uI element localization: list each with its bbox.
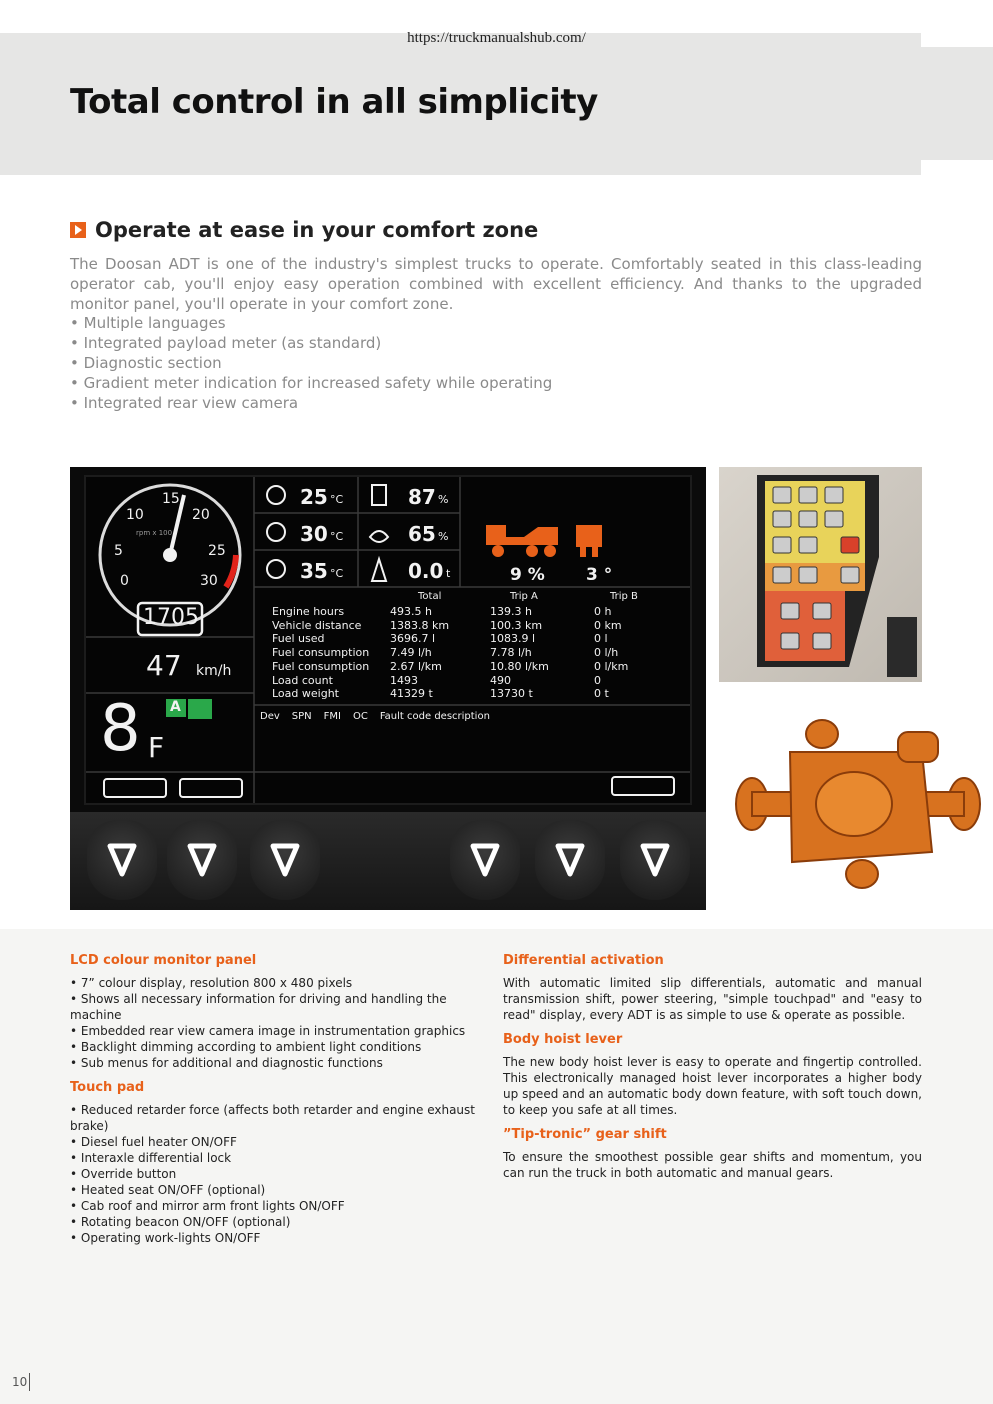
speed-unit: km/h <box>196 663 232 679</box>
temp-unit: °C <box>330 567 344 580</box>
lcd-panel-heading: LCD colour monitor panel <box>70 953 257 968</box>
gauge-tick: 15 <box>162 491 180 507</box>
lcd-button <box>535 820 605 900</box>
touchpad-image <box>719 467 922 682</box>
list-item: • Reduced retarder force (affects both retarder and engine exhaust brake) <box>70 1102 490 1134</box>
list-item: • 7” colour display, resolution 800 x 480 pixels <box>70 975 490 991</box>
differential-heading: Differential activation <box>503 953 664 968</box>
table-row: Load count 1493 490 0 <box>272 673 601 687</box>
trans-temp: 30 <box>300 522 328 546</box>
table-row: Fuel used 3696.7 l 1083.9 l 0 l <box>272 632 608 646</box>
table-row: Fuel consumption 2.67 l/km 10.80 l/km 0 l/km <box>272 659 629 673</box>
lcd-button <box>167 820 237 900</box>
page-number: 10 <box>12 1375 28 1389</box>
list-item: • Override button <box>70 1166 490 1182</box>
right-column <box>503 953 922 1181</box>
gauge-tick: 5 <box>114 543 123 559</box>
payload-unit: t <box>446 567 451 580</box>
hoist-lever-text: The new body hoist lever is easy to operate and fingertip controlled. This electronically managed hoist lever incorporates a higher body up speed and an automatic body down feature, with soft touch down, to keep you safe at all times. <box>503 1055 922 1117</box>
fault-header: Dev SPN FMI OC Fault code description <box>260 711 490 722</box>
gauge-tick: 20 <box>192 507 210 523</box>
page-title: Total control in all simplicity <box>70 82 598 122</box>
section-title: Operate at ease in your comfort zone <box>95 218 539 242</box>
adblue-level: 65 <box>408 522 436 546</box>
differential-image <box>712 712 993 902</box>
touchpad-feature-list <box>70 1102 490 1246</box>
list-item: • Operating work-lights ON/OFF <box>70 1230 490 1246</box>
table-row: Vehicle distance 1383.8 km 100.3 km 0 km <box>272 618 622 632</box>
source-url[interactable]: https://truckmanualshub.com/ <box>407 30 586 46</box>
list-item: • Interaxle differential lock <box>70 1150 490 1166</box>
percent-unit: % <box>438 530 449 543</box>
gauge-tick: 10 <box>126 507 144 523</box>
list-item: • Rotating beacon ON/OFF (optional) <box>70 1214 490 1230</box>
intro-bullet-list <box>70 313 922 413</box>
gauge-tick: 25 <box>208 543 226 559</box>
list-item: • Shows all necessary information for driving and handling the machine <box>70 991 490 1023</box>
tiptronic-text: To ensure the smoothest possible gear shifts and momentum, you can run the truck in both automatic and manual gears. <box>503 1150 922 1180</box>
header-tab <box>921 47 993 160</box>
table-header: Trip B <box>610 591 638 602</box>
gear-value: 8 <box>100 692 141 766</box>
lcd-hardware-buttons <box>70 812 706 910</box>
section-heading <box>70 218 538 242</box>
lcd-button <box>620 820 690 900</box>
list-item: • Integrated rear view camera <box>70 393 922 413</box>
engine-hours-readout: 1705 <box>143 605 199 630</box>
gear-suffix: F <box>148 731 165 764</box>
lcd-monitor-image <box>70 467 706 910</box>
fuel-level: 87 <box>408 485 436 509</box>
intro-paragraph: The Doosan ADT is one of the industry's simplest trucks to operate. Comfortably seated in this class-leading operator cab, you'll enjoy easy operation combined with excellent efficiency. And thanks to the upgraded monitor panel, you'll operate in your comfort zone. <box>70 255 922 313</box>
coolant-temp: 25 <box>300 485 328 509</box>
gauge-tick: 30 <box>200 573 218 589</box>
hoist-lever-heading: Body hoist lever <box>503 1032 623 1047</box>
table-header: Total <box>418 591 442 602</box>
gauge-unit: rpm x 100 <box>136 529 173 537</box>
left-column <box>70 953 490 1246</box>
table-header: Trip A <box>510 591 538 602</box>
list-item: • Backlight dimming according to ambient light conditions <box>70 1039 490 1055</box>
lcd-button <box>450 820 520 900</box>
truck-icon <box>486 525 558 557</box>
trip-table <box>272 605 628 701</box>
table-row: Engine hours 493.5 h 139.3 h 0 h <box>272 605 612 618</box>
list-item: • Gradient meter indication for increased safety while operating <box>70 373 922 393</box>
lcd-button <box>250 820 320 900</box>
speed-value: 47 <box>146 649 182 682</box>
list-item: • Diesel fuel heater ON/OFF <box>70 1134 490 1150</box>
list-item: • Integrated payload meter (as standard) <box>70 333 922 353</box>
list-item: • Sub menus for additional and diagnostic functions <box>70 1055 490 1071</box>
table-row: Fuel consumption 7.49 l/h 7.78 l/h 0 l/h <box>272 646 619 660</box>
touchpad-heading: Touch pad <box>70 1080 145 1095</box>
lcd-button <box>87 820 157 900</box>
page-number-divider <box>29 1373 30 1391</box>
table-row: Load weight 41329 t 13730 t 0 t <box>272 687 609 701</box>
list-item: • Diagnostic section <box>70 353 922 373</box>
list-item: • Cab roof and mirror arm front lights ON/OFF <box>70 1198 490 1214</box>
tiptronic-heading: ”Tip-tronic” gear shift <box>503 1127 667 1142</box>
lcd-feature-list <box>70 975 490 1071</box>
differential-text: With automatic limited slip differentials, automatic and manual transmission shift, power steering, "simple touchpad" and "easy to read" display, every ADT is as simple to use & operate as possible. <box>503 976 922 1022</box>
temp-unit: °C <box>330 493 344 506</box>
list-item: • Multiple languages <box>70 313 922 333</box>
gauge-tick: 0 <box>120 573 129 589</box>
lcd-screen <box>84 475 692 805</box>
temp-unit: °C <box>330 530 344 543</box>
list-item: • Embedded rear view camera image in instrumentation graphics <box>70 1023 490 1039</box>
tilt-readout: 3 ° <box>586 565 613 585</box>
truck-front-icon <box>576 525 602 557</box>
auto-mode-badge: A <box>170 699 181 715</box>
play-arrow-icon <box>70 222 86 238</box>
incline-readout: 9 % <box>510 565 545 585</box>
list-item: • Heated seat ON/OFF (optional) <box>70 1182 490 1198</box>
percent-unit: % <box>438 493 449 506</box>
payload-value: 0.0 <box>408 559 444 583</box>
oil-temp: 35 <box>300 559 328 583</box>
